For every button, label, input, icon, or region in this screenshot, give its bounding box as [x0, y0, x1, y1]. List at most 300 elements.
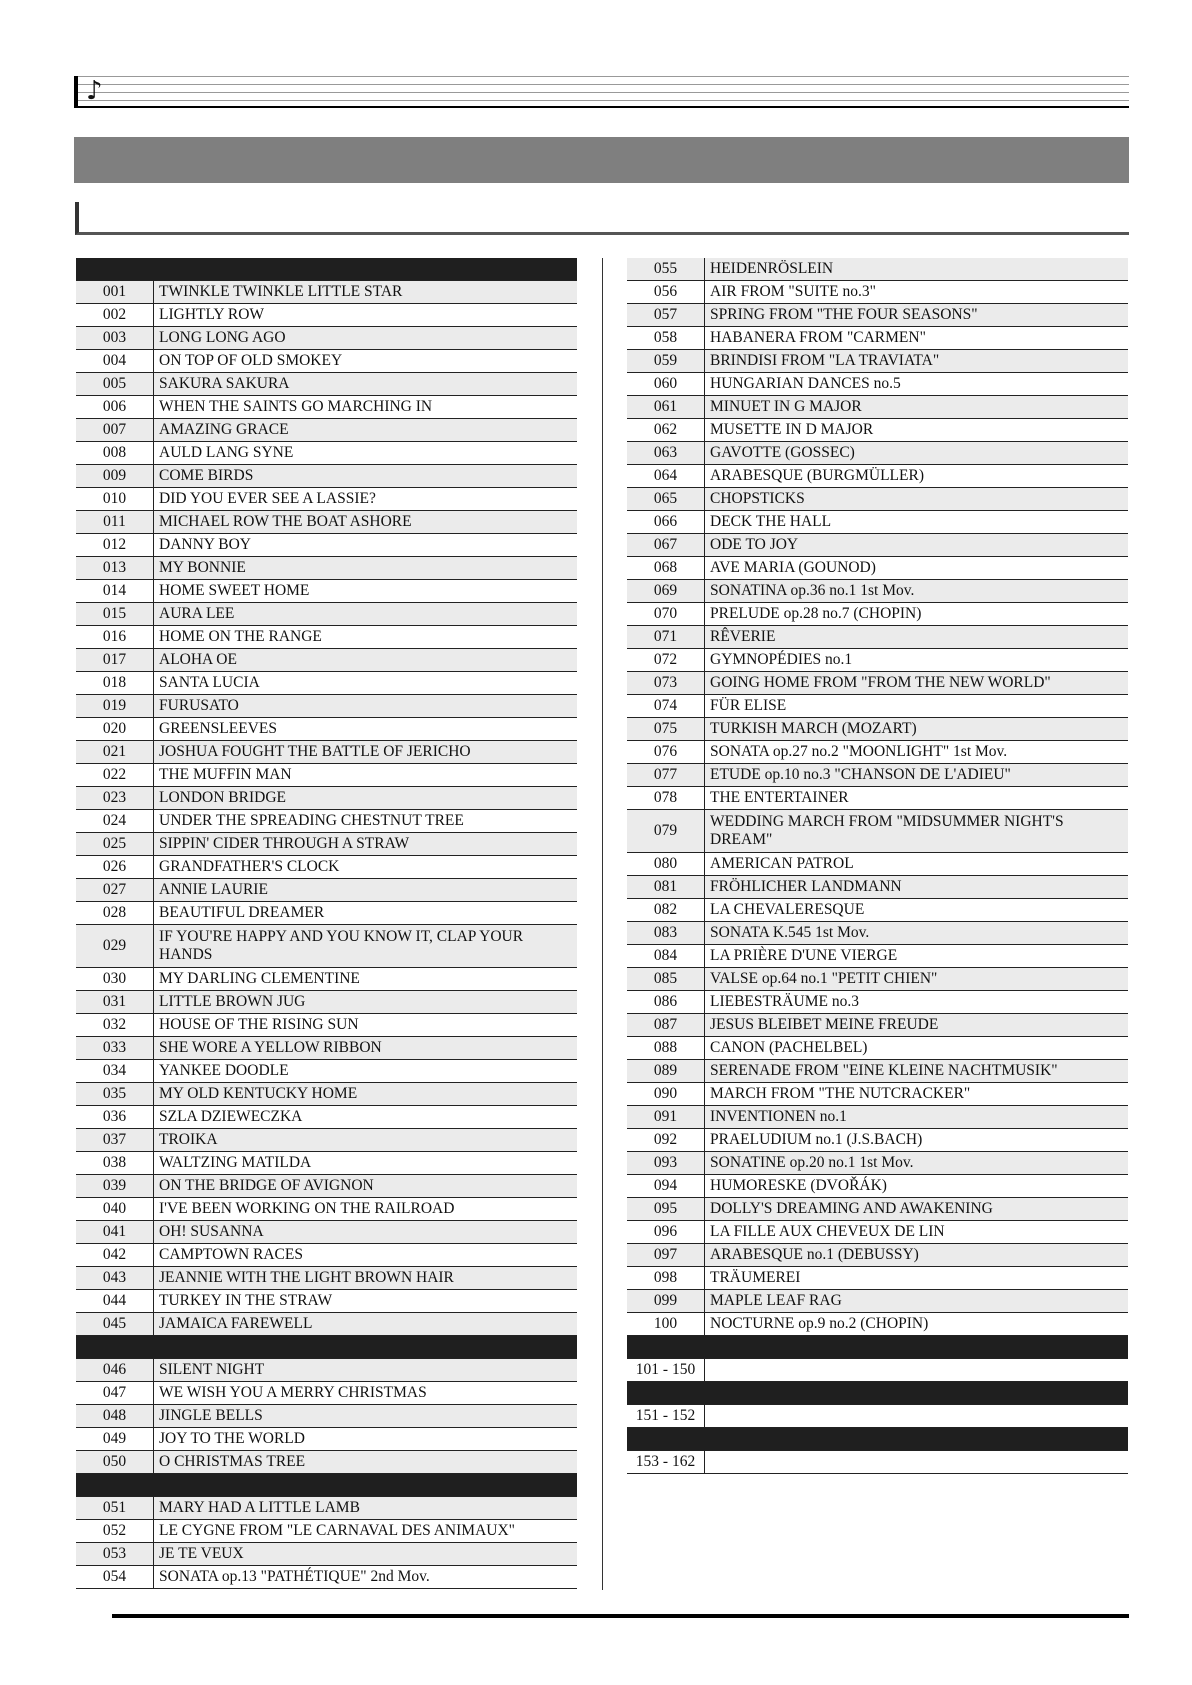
song-number: 082 — [627, 899, 705, 921]
song-list-right — [627, 258, 1128, 1474]
song-title: O CHRISTMAS TREE — [159, 1453, 306, 1470]
song-number: 151 - 152 — [627, 1405, 705, 1427]
song-row — [76, 1129, 577, 1152]
song-number: 028 — [76, 902, 154, 924]
song-title: SANTA LUCIA — [159, 674, 260, 691]
song-title: COME BIRDS — [159, 467, 254, 484]
song-number: 062 — [627, 419, 705, 441]
song-row — [76, 902, 577, 925]
song-row — [627, 488, 1128, 511]
song-title — [705, 1359, 1128, 1381]
song-title: MINUET IN G MAJOR — [710, 398, 862, 415]
song-row — [627, 945, 1128, 968]
song-number: 027 — [76, 879, 154, 901]
song-row — [76, 718, 577, 741]
song-number: 045 — [76, 1313, 154, 1335]
song-row — [627, 258, 1128, 281]
song-number: 033 — [76, 1037, 154, 1059]
song-title: CANON (PACHELBEL) — [710, 1039, 868, 1056]
song-number: 066 — [627, 511, 705, 533]
song-number: 094 — [627, 1175, 705, 1197]
song-number: 057 — [627, 304, 705, 326]
song-title: ANNIE LAURIE — [159, 881, 268, 898]
song-title: HABANERA FROM "CARMEN" — [710, 329, 926, 346]
song-number: 031 — [76, 991, 154, 1013]
song-title: I'VE BEEN WORKING ON THE RAILROAD — [159, 1200, 455, 1217]
song-number: 002 — [76, 304, 154, 326]
song-row — [627, 1244, 1128, 1267]
song-number: 077 — [627, 764, 705, 786]
category-header-bar — [627, 1428, 1128, 1451]
song-row — [76, 557, 577, 580]
song-row — [627, 1405, 1128, 1428]
song-row — [627, 1129, 1128, 1152]
song-title: ON THE BRIDGE OF AVIGNON — [159, 1177, 374, 1194]
category-header-bar — [76, 1474, 577, 1497]
song-row — [76, 810, 577, 833]
song-title: AURA LEE — [159, 605, 235, 622]
song-number: 005 — [76, 373, 154, 395]
song-number: 088 — [627, 1037, 705, 1059]
category-header-bar — [76, 1336, 577, 1359]
song-row — [627, 649, 1128, 672]
song-title: ARABESQUE (BURGMÜLLER) — [710, 467, 924, 484]
song-title: GYMNOPÉDIES no.1 — [710, 651, 853, 668]
song-number: 010 — [76, 488, 154, 510]
song-row — [627, 534, 1128, 557]
song-row — [627, 373, 1128, 396]
song-title: PRELUDE op.28 no.7 (CHOPIN) — [710, 605, 922, 622]
song-title: TURKEY IN THE STRAW — [159, 1292, 333, 1309]
song-number: 020 — [76, 718, 154, 740]
song-row — [76, 879, 577, 902]
song-title: ETUDE op.10 no.3 "CHANSON DE L'ADIEU" — [710, 766, 1011, 783]
song-row — [76, 1382, 577, 1405]
column-divider — [602, 258, 603, 1590]
song-number: 153 - 162 — [627, 1451, 705, 1473]
song-row — [627, 327, 1128, 350]
song-title: HOUSE OF THE RISING SUN — [159, 1016, 359, 1033]
song-number: 013 — [76, 557, 154, 579]
song-title: SONATINA op.36 no.1 1st Mov. — [710, 582, 915, 599]
song-number: 003 — [76, 327, 154, 349]
song-title: BRINDISI FROM "LA TRAVIATA" — [710, 352, 940, 369]
song-row — [627, 1451, 1128, 1474]
song-number: 054 — [76, 1566, 154, 1588]
song-title: JESUS BLEIBET MEINE FREUDE — [710, 1016, 939, 1033]
song-number: 004 — [76, 350, 154, 372]
song-number: 058 — [627, 327, 705, 349]
song-title: SERENADE FROM "EINE KLEINE NACHTMUSIK" — [710, 1062, 1058, 1079]
song-row — [627, 741, 1128, 764]
song-number: 007 — [76, 419, 154, 441]
song-row — [627, 1060, 1128, 1083]
song-title: THE ENTERTAINER — [710, 789, 849, 806]
song-number: 018 — [76, 672, 154, 694]
song-title: SPRING FROM "THE FOUR SEASONS" — [710, 306, 978, 323]
eighth-note-icon: ♪ — [86, 76, 103, 106]
song-number: 079 — [627, 810, 705, 852]
song-number: 060 — [627, 373, 705, 395]
song-title: ALOHA OE — [159, 651, 237, 668]
song-number: 064 — [627, 465, 705, 487]
song-title: AULD LANG SYNE — [159, 444, 294, 461]
song-row — [76, 488, 577, 511]
song-title: JE TE VEUX — [159, 1545, 244, 1562]
song-row — [627, 810, 1128, 853]
song-title: JAMAICA FAREWELL — [159, 1315, 313, 1332]
song-row — [76, 695, 577, 718]
song-title: JEANNIE WITH THE LIGHT BROWN HAIR — [159, 1269, 454, 1286]
song-number: 093 — [627, 1152, 705, 1174]
song-title: AMAZING GRACE — [159, 421, 289, 438]
song-number: 092 — [627, 1129, 705, 1151]
category-header-bar — [76, 258, 577, 281]
song-title: SONATA K.545 1st Mov. — [710, 924, 870, 941]
song-title: SILENT NIGHT — [159, 1361, 265, 1378]
song-title: TWINKLE TWINKLE LITTLE STAR — [159, 283, 403, 300]
song-row — [76, 626, 577, 649]
song-number: 039 — [76, 1175, 154, 1197]
song-title: MAPLE LEAF RAG — [710, 1292, 842, 1309]
song-number: 081 — [627, 876, 705, 898]
song-row — [627, 1267, 1128, 1290]
song-row — [76, 1244, 577, 1267]
song-row — [627, 899, 1128, 922]
song-row — [76, 1313, 577, 1336]
song-row — [76, 465, 577, 488]
song-row — [627, 350, 1128, 373]
song-number: 068 — [627, 557, 705, 579]
song-title: UNDER THE SPREADING CHESTNUT TREE — [159, 812, 464, 829]
song-row — [76, 1290, 577, 1313]
song-row — [627, 396, 1128, 419]
song-number: 022 — [76, 764, 154, 786]
song-title: LA CHEVALERESQUE — [710, 901, 865, 918]
song-title: WEDDING MARCH FROM "MIDSUMMER NIGHT'S DREAM" — [710, 813, 1064, 848]
song-number: 070 — [627, 603, 705, 625]
song-number: 017 — [76, 649, 154, 671]
song-number: 096 — [627, 1221, 705, 1243]
song-title: SIPPIN' CIDER THROUGH A STRAW — [159, 835, 410, 852]
song-row — [627, 1083, 1128, 1106]
song-number: 065 — [627, 488, 705, 510]
song-title: SHE WORE A YELLOW RIBBON — [159, 1039, 382, 1056]
song-title: SAKURA SAKURA — [159, 375, 290, 392]
song-title: JOY TO THE WORLD — [159, 1430, 305, 1447]
song-number: 012 — [76, 534, 154, 556]
song-row — [627, 1290, 1128, 1313]
song-number: 052 — [76, 1520, 154, 1542]
song-row — [627, 1037, 1128, 1060]
song-row — [627, 876, 1128, 899]
song-row — [76, 649, 577, 672]
song-title: LONG LONG AGO — [159, 329, 286, 346]
song-title: PRAELUDIUM no.1 (J.S.BACH) — [710, 1131, 923, 1148]
song-title: MARY HAD A LITTLE LAMB — [159, 1499, 360, 1516]
song-number: 085 — [627, 968, 705, 990]
song-row — [76, 534, 577, 557]
song-row — [76, 580, 577, 603]
category-header-bar — [627, 1382, 1128, 1405]
song-row — [76, 764, 577, 787]
song-row — [76, 1083, 577, 1106]
song-row — [627, 442, 1128, 465]
song-title: WALTZING MATILDA — [159, 1154, 312, 1171]
song-row — [76, 1014, 577, 1037]
song-title: FURUSATO — [159, 697, 239, 714]
song-title: SONATA op.13 "PATHÉTIQUE" 2nd Mov. — [159, 1568, 430, 1585]
song-title: INVENTIONEN no.1 — [710, 1108, 847, 1125]
song-row — [627, 718, 1128, 741]
song-number: 044 — [76, 1290, 154, 1312]
section-title-band — [74, 137, 1129, 183]
song-row — [76, 1543, 577, 1566]
song-number: 063 — [627, 442, 705, 464]
song-row — [76, 1106, 577, 1129]
song-number: 090 — [627, 1083, 705, 1105]
song-title: MY BONNIE — [159, 559, 246, 576]
song-number: 075 — [627, 718, 705, 740]
song-row — [627, 1152, 1128, 1175]
song-number: 009 — [76, 465, 154, 487]
song-row — [627, 603, 1128, 626]
song-number: 019 — [76, 695, 154, 717]
song-number: 023 — [76, 787, 154, 809]
song-title: LIEBESTRÄUME no.3 — [710, 993, 859, 1010]
song-title: FRÖHLICHER LANDMANN — [710, 878, 902, 895]
song-number: 067 — [627, 534, 705, 556]
song-number: 078 — [627, 787, 705, 809]
song-row — [627, 465, 1128, 488]
song-number: 032 — [76, 1014, 154, 1036]
song-number: 015 — [76, 603, 154, 625]
song-title: YANKEE DOODLE — [159, 1062, 289, 1079]
song-row — [627, 419, 1128, 442]
song-row — [76, 1428, 577, 1451]
song-title: ON TOP OF OLD SMOKEY — [159, 352, 343, 369]
song-number: 050 — [76, 1451, 154, 1473]
song-title: JOSHUA FOUGHT THE BATTLE OF JERICHO — [159, 743, 471, 760]
song-number: 026 — [76, 856, 154, 878]
song-row — [627, 695, 1128, 718]
song-row — [76, 603, 577, 626]
song-row — [76, 1359, 577, 1382]
song-number: 038 — [76, 1152, 154, 1174]
song-row — [76, 396, 577, 419]
song-title: MY OLD KENTUCKY HOME — [159, 1085, 358, 1102]
song-row — [627, 1359, 1128, 1382]
song-title: ODE TO JOY — [710, 536, 799, 553]
song-number: 080 — [627, 853, 705, 875]
song-row — [76, 350, 577, 373]
song-row — [627, 304, 1128, 327]
song-number: 091 — [627, 1106, 705, 1128]
song-number: 034 — [76, 1060, 154, 1082]
song-title: GREENSLEEVES — [159, 720, 277, 737]
song-title: CHOPSTICKS — [710, 490, 805, 507]
song-number: 100 — [627, 1313, 705, 1335]
song-title: ARABESQUE no.1 (DEBUSSY) — [710, 1246, 919, 1263]
song-row — [76, 991, 577, 1014]
song-title: VALSE op.64 no.1 "PETIT CHIEN" — [710, 970, 938, 987]
song-row — [627, 626, 1128, 649]
song-title: SONATINE op.20 no.1 1st Mov. — [710, 1154, 914, 1171]
song-row — [627, 580, 1128, 603]
song-title: JINGLE BELLS — [159, 1407, 263, 1424]
song-title: HUMORESKE (DVOŘÁK) — [710, 1177, 887, 1194]
song-number: 101 - 150 — [627, 1359, 705, 1381]
song-number: 041 — [76, 1221, 154, 1243]
song-number: 076 — [627, 741, 705, 763]
song-row — [76, 373, 577, 396]
song-row — [76, 1198, 577, 1221]
song-row — [76, 672, 577, 695]
song-title: BEAUTIFUL DREAMER — [159, 904, 325, 921]
song-title: GAVOTTE (GOSSEC) — [710, 444, 855, 461]
song-row — [76, 1405, 577, 1428]
song-title: HOME SWEET HOME — [159, 582, 310, 599]
song-title — [705, 1405, 1128, 1427]
song-title: AIR FROM "SUITE no.3" — [710, 283, 876, 300]
song-number: 073 — [627, 672, 705, 694]
song-number: 089 — [627, 1060, 705, 1082]
song-row — [76, 741, 577, 764]
song-number: 069 — [627, 580, 705, 602]
song-title: LONDON BRIDGE — [159, 789, 287, 806]
song-row — [76, 442, 577, 465]
footer-rule — [112, 1614, 1129, 1618]
song-title: OH! SUSANNA — [159, 1223, 264, 1240]
song-title: DANNY BOY — [159, 536, 251, 553]
song-row — [76, 787, 577, 810]
song-title: MY DARLING CLEMENTINE — [159, 970, 360, 987]
song-title: NOCTURNE op.9 no.2 (CHOPIN) — [710, 1315, 929, 1332]
song-number: 053 — [76, 1543, 154, 1565]
song-row — [627, 672, 1128, 695]
song-row — [627, 968, 1128, 991]
song-row — [76, 925, 577, 968]
song-row — [627, 853, 1128, 876]
song-row — [627, 281, 1128, 304]
song-title: DECK THE HALL — [710, 513, 832, 530]
song-number: 095 — [627, 1198, 705, 1220]
song-row — [627, 922, 1128, 945]
song-number: 086 — [627, 991, 705, 1013]
song-row — [76, 1060, 577, 1083]
song-number: 098 — [627, 1267, 705, 1289]
song-number: 024 — [76, 810, 154, 832]
song-title: RÊVERIE — [710, 628, 776, 645]
song-row — [627, 1106, 1128, 1129]
song-title — [705, 1451, 1128, 1473]
song-number: 036 — [76, 1106, 154, 1128]
song-number: 074 — [627, 695, 705, 717]
song-row — [627, 1313, 1128, 1336]
song-title: LA PRIÈRE D'UNE VIERGE — [710, 947, 898, 964]
song-number: 083 — [627, 922, 705, 944]
song-number: 029 — [76, 925, 154, 967]
song-row — [76, 281, 577, 304]
song-row — [627, 764, 1128, 787]
song-number: 099 — [627, 1290, 705, 1312]
song-number: 059 — [627, 350, 705, 372]
song-number: 084 — [627, 945, 705, 967]
song-title: TROIKA — [159, 1131, 218, 1148]
song-row — [76, 968, 577, 991]
music-staff-header — [74, 76, 1129, 108]
song-row — [627, 1175, 1128, 1198]
song-number: 001 — [76, 281, 154, 303]
song-number: 035 — [76, 1083, 154, 1105]
song-row — [76, 1520, 577, 1543]
song-row — [76, 1175, 577, 1198]
song-number: 006 — [76, 396, 154, 418]
song-title: HOME ON THE RANGE — [159, 628, 322, 645]
song-number: 049 — [76, 1428, 154, 1450]
song-row — [627, 1198, 1128, 1221]
song-row — [76, 1221, 577, 1244]
song-row — [76, 1267, 577, 1290]
song-title: LIGHTLY ROW — [159, 306, 265, 323]
song-number: 016 — [76, 626, 154, 648]
song-title: HUNGARIAN DANCES no.5 — [710, 375, 901, 392]
song-title: WE WISH YOU A MERRY CHRISTMAS — [159, 1384, 427, 1401]
song-number: 048 — [76, 1405, 154, 1427]
song-row — [76, 1037, 577, 1060]
song-number: 030 — [76, 968, 154, 990]
song-title: THE MUFFIN MAN — [159, 766, 292, 783]
song-number: 014 — [76, 580, 154, 602]
song-title: IF YOU'RE HAPPY AND YOU KNOW IT, CLAP YOUR HANDS — [159, 928, 524, 963]
song-number: 021 — [76, 741, 154, 763]
song-title: MUSETTE IN D MAJOR — [710, 421, 874, 438]
song-title: SZLA DZIEWECZKA — [159, 1108, 303, 1125]
song-number: 011 — [76, 511, 154, 533]
song-number: 087 — [627, 1014, 705, 1036]
song-title: FÜR ELISE — [710, 697, 787, 714]
song-title: DOLLY'S DREAMING AND AWAKENING — [710, 1200, 993, 1217]
song-number: 055 — [627, 258, 705, 280]
song-row — [76, 1566, 577, 1589]
song-row — [627, 1221, 1128, 1244]
song-title: DID YOU EVER SEE A LASSIE? — [159, 490, 376, 507]
song-title: HEIDENRÖSLEIN — [710, 260, 834, 277]
song-row — [627, 1014, 1128, 1037]
song-number: 008 — [76, 442, 154, 464]
song-row — [76, 327, 577, 350]
song-title: CAMPTOWN RACES — [159, 1246, 303, 1263]
song-title: TURKISH MARCH (MOZART) — [710, 720, 917, 737]
song-row — [76, 1451, 577, 1474]
song-title: AMERICAN PATROL — [710, 855, 854, 872]
song-row — [76, 511, 577, 534]
song-row — [76, 304, 577, 327]
song-number: 051 — [76, 1497, 154, 1519]
song-title: LITTLE BROWN JUG — [159, 993, 306, 1010]
song-title: GOING HOME FROM "FROM THE NEW WORLD" — [710, 674, 1051, 691]
song-row — [76, 1152, 577, 1175]
song-number: 042 — [76, 1244, 154, 1266]
song-number: 071 — [627, 626, 705, 648]
song-number: 047 — [76, 1382, 154, 1404]
song-title: SONATA op.27 no.2 "MOONLIGHT" 1st Mov. — [710, 743, 1008, 760]
song-row — [76, 833, 577, 856]
song-title: TRÄUMEREI — [710, 1269, 801, 1286]
song-title: WHEN THE SAINTS GO MARCHING IN — [159, 398, 433, 415]
song-title: LA FILLE AUX CHEVEUX DE LIN — [710, 1223, 945, 1240]
song-row — [76, 1497, 577, 1520]
